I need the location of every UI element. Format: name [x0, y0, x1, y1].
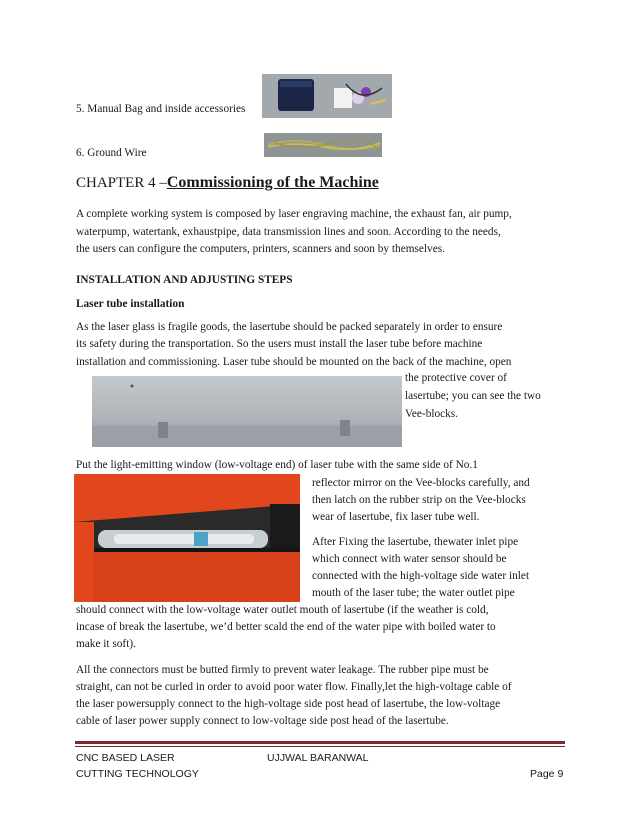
para3-side-line: connected with the high-voltage side water inlet: [312, 570, 530, 582]
item-manual-bag: 5. Manual Bag and inside accessories: [76, 103, 246, 115]
intro-line: A complete working system is composed by laser engraving machine, the exhaust fan, air pump,: [76, 208, 512, 220]
para2-side-line: reflector mirror on the Vee-blocks carefully, and: [312, 477, 530, 489]
para4-line: cable of laser power supply connect to low-voltage side post head of the lasertube.: [76, 715, 449, 727]
chapter-heading: [76, 174, 379, 192]
chapter-prefix: CHAPTER 4 –: [76, 175, 167, 191]
para1-side-line: the protective cover of: [405, 372, 507, 384]
intro-line: the users can configure the computers, printers, scanners and soon by themselves.: [76, 243, 445, 255]
para3-side-line: which connect with water sensor should be: [312, 553, 507, 565]
item-ground-wire: 6. Ground Wire: [76, 147, 147, 159]
section-heading: INSTALLATION AND ADJUSTING STEPS: [76, 274, 293, 286]
para3-side-line: mouth of the laser tube; the water outlet pipe: [312, 587, 515, 599]
para1-line: As the laser glass is fragile goods, the lasertube should be packed separately in order to ensure: [76, 321, 503, 333]
intro-line: waterpump, watertank, exhaustpipe, data transmission lines and soon. According to the needs,: [76, 226, 501, 238]
ground-wire-photo: [264, 133, 382, 157]
para1-side-line: lasertube; you can see the two: [405, 390, 541, 402]
para2-first-line: Put the light-emitting window (low-voltage end) of laser tube with the same side of No.1: [76, 459, 478, 471]
para4-line: the laser powersupply connect to the high-voltage side post head of lasertube, the low-voltage: [76, 698, 501, 710]
para1-side-line: Vee-blocks.: [405, 408, 459, 420]
para1-line: its safety during the transportation. So the users must install the laser tube before machine: [76, 338, 483, 350]
laser-tube-photo: [74, 474, 300, 602]
footer-page-number: Page 9: [530, 768, 564, 780]
para3-line: should connect with the low-voltage water outlet mouth of lasertube (if the weather is cold,: [76, 604, 489, 616]
para1-line: installation and commissioning. Laser tube should be mounted on the back of the machine, open: [76, 356, 512, 368]
vee-blocks-photo: [92, 376, 402, 447]
para4-line: straight, can not be curled in order to avoid poor water flow. Finally,let the high-voltage cable of: [76, 681, 512, 693]
footer-author: UJJWAL BARANWAL: [267, 752, 369, 764]
para4-line: All the connectors must be butted firmly to prevent water leakage. The rubber pipe must be: [76, 664, 489, 676]
para3-line: make it soft).: [76, 638, 136, 650]
para3-side-line: After Fixing the lasertube, thewater inlet pipe: [312, 536, 519, 548]
footer-left-line2: CUTTING TECHNOLOGY: [76, 768, 199, 780]
chapter-title: Commissioning of the Machine: [166, 174, 379, 191]
footer-rule: [75, 741, 565, 744]
subheading: Laser tube installation: [76, 298, 185, 310]
para3-line: incase of break the lasertube, we’d better scald the end of the water pipe with boiled water to: [76, 621, 496, 633]
para2-side-line: then latch on the rubber strip on the Vee-blocks: [312, 494, 526, 506]
para2-side-line: wear of lasertube, fix laser tube well.: [312, 511, 480, 523]
accessories-photo: [262, 74, 392, 118]
footer-left-line1: CNC BASED LASER: [76, 752, 175, 764]
footer-rule-thin: [75, 746, 565, 747]
